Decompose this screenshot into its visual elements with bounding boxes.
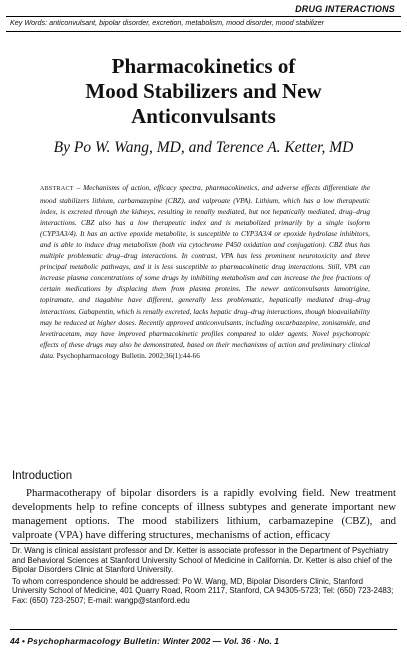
page-number: 44 <box>10 636 20 646</box>
author-notes <box>12 546 396 608</box>
title-line: Anticonvulsants <box>131 104 276 128</box>
article-authors: By Po W. Wang, MD, and Terence A. Ketter, MD <box>53 139 354 156</box>
affiliation-note: Dr. Wang is clinical assistant professor and Dr. Ketter is associate professor in the Department of Psychiatry and Behavioral Sciences at Stanford University School of Medicine in California. Dr. Ketter is also chief of the Bipolar Disorders Clinic at Stanford University. <box>12 546 393 575</box>
keywords-label: Key Words: <box>10 18 48 27</box>
keywords-text: anticonvulsant, bipolar disorder, excretion, metabolism, mood disorder, mood stabilizer <box>49 18 325 27</box>
correspondence-note: To whom correspondence should be addressed: Po W. Wang, MD, Bipolar Disorders Clinic, Stanford University School of Medicine, 401 Quarry Road, Room 2117, Stanford, CA 94305-5723; Tel: (650) 723-2483; Fax: (650) 723-2507; E-mail: wangp@stanford.edu <box>12 576 394 605</box>
abstract-text: – Mechanisms of action, efficacy spectra, pharmacokinetics, and adverse effects differentiate the mood stabilizers lithium, carbamazepine (CBZ), and valproate (VPA). Lithium, which has a low therapeutic index, is excreted through the kidneys, resulting in renally mediated, but not hepatically mediated, drug–drug interactions. CBZ also has a low therapeutic index and is metabolized primarily by a single isoform (CYP3A3/4). It has an active epoxide metabolite, is susceptible to CYP3A3/4 or epoxide hydrolase inhibitors, and is able to induce drug metabolism (both via cytochrome P450 oxidation and conjugation). CBZ thus has multiple problematic drug–drug interactions. In contrast, VPA has less prominent neurotoxicity and three principal metabolic pathways, and it is less susceptible to pharmacokinetic drug interactions. Still, VPA can increase plasma concentrations of some drugs by inhibiting metabolism and can increase the free fractions of certain medications by displacing them from plasma proteins. The newer anticonvulsants lamotrigine, topiramate, and tiagabine have different, generally less problematic, hepatically mediated drug–drug interactions. Gabapentin, which is renally excreted, lacks hepatic drug–drug interactions, though bioavailability may be reduced at higher doses. Recently approved anticonvulsants, including oxcarbazepine, zonisamide, and levetiracetam, may have improved pharmacokinetic profiles compared to older agents. Novel psychotropic effects of these drugs may also be demonstrated, based on their mechanisms of action and preliminary clinical data. <box>40 183 370 360</box>
introduction-paragraph: Pharmacotherapy of bipolar disorders is a rapidly evolving field. New treatment developments help to refine concepts of illness subtypes and generate important new management options. The mood stabilizers lithium, carbamazepine (CBZ), and valproate (VPA) have differing structures, mechanisms of action, efficacy <box>12 487 396 541</box>
header-rule <box>6 16 401 17</box>
keywords-rule <box>6 31 401 32</box>
page-footer <box>10 636 279 646</box>
footer-rule <box>10 629 397 630</box>
section-heading-introduction: Introduction <box>12 470 73 482</box>
abstract <box>40 182 370 361</box>
journal-name: Psychopharmacology Bulletin: <box>27 636 161 646</box>
introduction-body <box>12 486 396 542</box>
section-label: DRUG INTERACTIONS <box>295 4 395 14</box>
journal-issue: Winter 2002 — Vol. 36 · No. 1 <box>162 636 279 646</box>
footer-bullet: • <box>21 636 25 646</box>
article-title <box>20 54 387 129</box>
footnote-rule <box>10 543 397 544</box>
title-line: Pharmacokinetics of <box>111 54 296 78</box>
title-line: Mood Stabilizers and New <box>85 79 322 103</box>
keywords-line <box>10 18 399 27</box>
abstract-citation: Psychopharmacology Bulletin. 2002;36(1):44-66 <box>56 350 200 360</box>
abstract-label: ABSTRACT <box>40 186 74 192</box>
